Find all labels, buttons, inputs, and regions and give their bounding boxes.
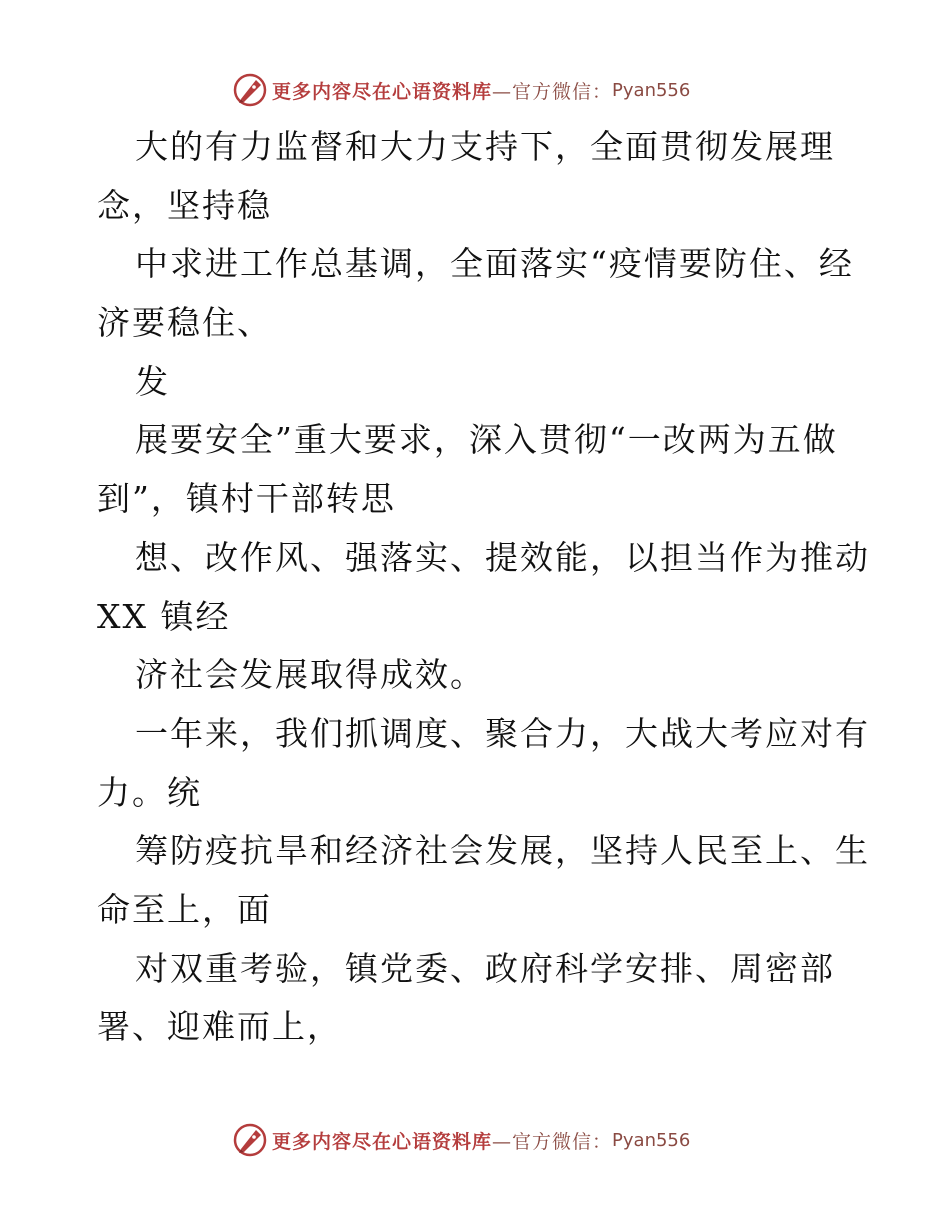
text-line: 念，坚持稳: [97, 185, 272, 225]
text-line: 想、改作风、强落实、提效能，以担当作为推动: [135, 537, 870, 577]
text-line: 命至上，面: [97, 889, 272, 929]
text-line: XX 镇经: [97, 596, 231, 636]
text-line: 对双重考验，镇党委、政府科学安排、周密部: [135, 948, 835, 988]
text-line: 中求进工作总基调，全面落实“疫情要防住、经: [135, 244, 854, 284]
text-line: 大的有力监督和大力支持下，全面贯彻发展理: [135, 127, 835, 166]
footer-brand-text: 更多内容尽在心语资料库: [272, 1130, 493, 1153]
text-line: 到”，镇村干部转思: [97, 479, 396, 519]
text-line: 济要稳住、: [97, 303, 272, 343]
header-banner: [232, 70, 732, 110]
text-line: 力。统: [97, 772, 202, 812]
text-line: 一年来，我们抓调度、聚合力，大战大考应对有: [135, 713, 870, 753]
header-wechat-id: Pyan556: [612, 79, 691, 101]
footer-wechat-id: Pyan556: [612, 1129, 691, 1151]
footer-banner: [232, 1120, 732, 1160]
text-line: 署、迎难而上，: [97, 1007, 342, 1047]
footer-separator: —官方微信：: [492, 1130, 613, 1153]
text-line: 筹防疫抗旱和经济社会发展，坚持人民至上、生: [135, 831, 870, 871]
text-line: 济社会发展取得成效。: [135, 655, 485, 695]
text-line: 展要安全”重大要求，深入贯彻“一改两为五做: [135, 420, 838, 460]
pen-nib-logo-icon: [232, 72, 268, 108]
pen-nib-logo-icon: [232, 1122, 268, 1158]
header-separator: —官方微信：: [492, 80, 613, 103]
header-brand-text: 更多内容尽在心语资料库: [272, 80, 493, 103]
text-line: 发: [135, 361, 170, 401]
document-body: [97, 118, 870, 1057]
